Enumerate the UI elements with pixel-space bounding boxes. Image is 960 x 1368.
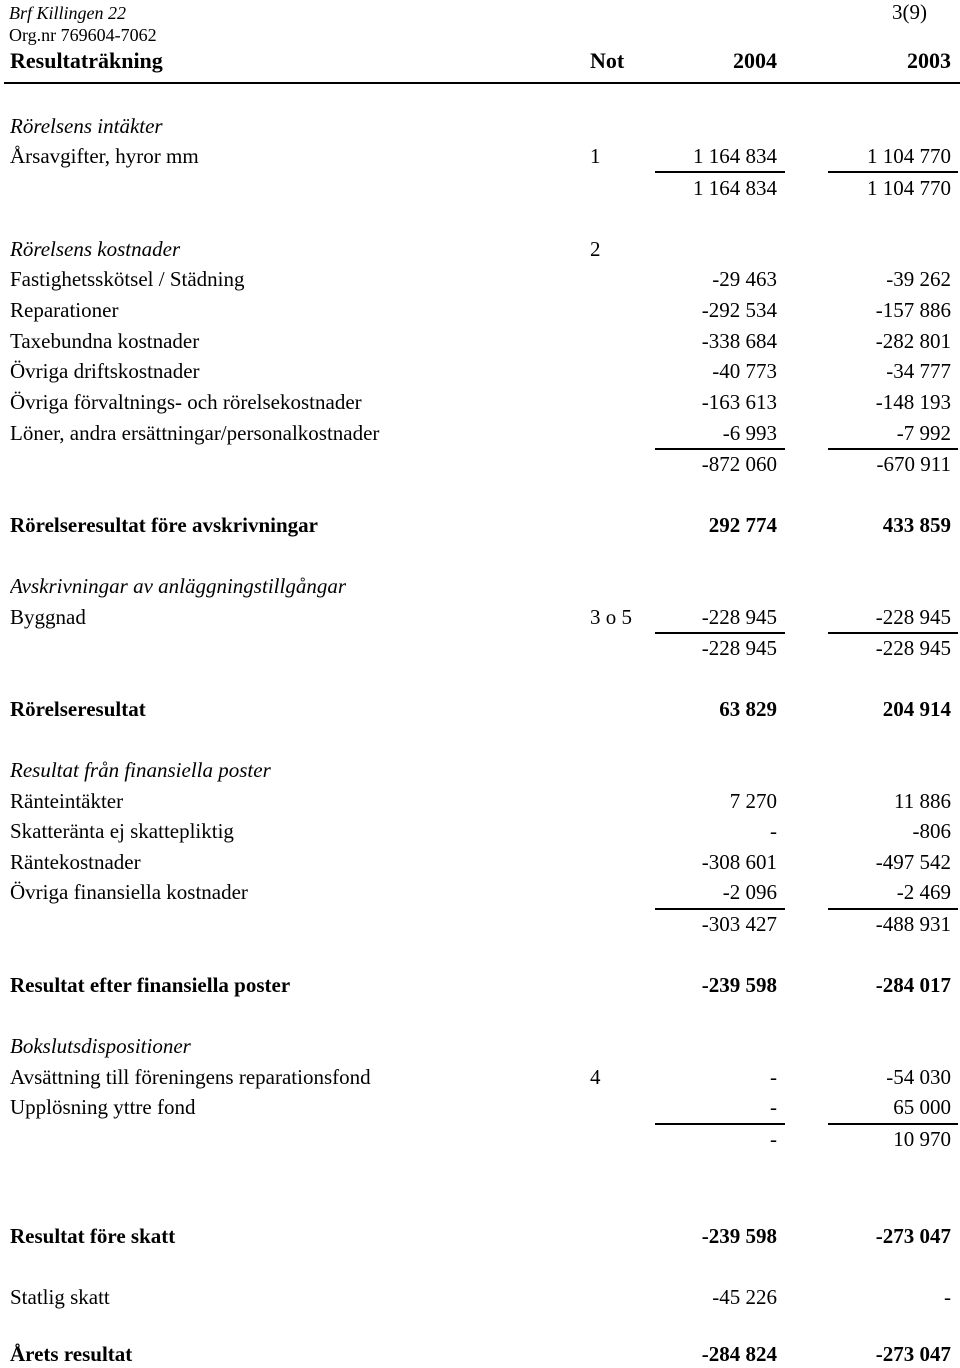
annual-result-label: Årets resultat bbox=[10, 1342, 133, 1366]
other-financial-costs-2004: -2 096 bbox=[722, 880, 777, 904]
interest-income-2004: 7 270 bbox=[729, 789, 777, 813]
operating-costs-heading: Rörelsens kostnader bbox=[10, 237, 181, 261]
interest-income-2003: 11 886 bbox=[894, 789, 951, 813]
other-financial-costs-row bbox=[0, 878, 960, 906]
operating-result-2004: 63 829 bbox=[719, 697, 777, 721]
result-after-financial-2004: -239 598 bbox=[701, 973, 777, 997]
state-tax-label: Statlig skatt bbox=[10, 1285, 110, 1309]
depreciation-subtotal-2004: -228 945 bbox=[701, 636, 777, 660]
external-fund-release-2003: 65 000 bbox=[893, 1095, 951, 1119]
repairs-2003: -157 886 bbox=[875, 298, 951, 322]
state-tax-2004: -45 226 bbox=[712, 1285, 777, 1309]
operating-costs-subtotal-row bbox=[0, 450, 960, 478]
external-fund-release-label: Upplösning yttre fond bbox=[10, 1095, 196, 1119]
building-depreciation-2003: -228 945 bbox=[875, 605, 951, 629]
appropriations-heading: Bokslutsdispositioner bbox=[10, 1034, 191, 1058]
financial-items-heading-row bbox=[0, 756, 960, 784]
other-financial-costs-label: Övriga finansiella kostnader bbox=[10, 880, 248, 904]
result-after-financial-row bbox=[0, 971, 960, 999]
tariff-costs-2003: -282 801 bbox=[875, 329, 951, 353]
tax-interest-2004: - bbox=[770, 819, 777, 843]
other-operating-costs-2004: -40 773 bbox=[712, 359, 777, 383]
result-after-financial-2003: -284 017 bbox=[875, 973, 951, 997]
appropriations-subtotal-row bbox=[0, 1125, 960, 1153]
property-care-2003: -39 262 bbox=[886, 267, 951, 291]
other-operating-costs-row bbox=[0, 357, 960, 385]
annual-fees-note: 1 bbox=[590, 144, 601, 168]
financial-items-subtotal-row bbox=[0, 910, 960, 938]
depreciation-heading: Avskrivningar av anläggningstillgångar bbox=[10, 574, 346, 598]
interest-income-row bbox=[0, 787, 960, 815]
other-admin-costs-label: Övriga förvaltnings- och rörelsekostnader bbox=[10, 390, 362, 414]
financial-items-subtotal-2003: -488 931 bbox=[875, 912, 951, 936]
organization-number: Org.nr 769604-7062 bbox=[9, 25, 157, 45]
operating-income-heading-row bbox=[0, 112, 960, 140]
external-fund-release-row bbox=[0, 1093, 960, 1121]
depreciation-subtotal-2003: -228 945 bbox=[875, 636, 951, 660]
property-care-label: Fastighetsskötsel / Städning bbox=[10, 267, 245, 291]
year-2004-column-header: 2004 bbox=[733, 48, 777, 73]
building-depreciation-note: 3 o 5 bbox=[590, 605, 632, 629]
annual-fees-2003: 1 104 770 bbox=[867, 144, 951, 168]
salaries-2004: -6 993 bbox=[722, 421, 777, 445]
result-before-depreciation-2004: 292 774 bbox=[708, 513, 777, 537]
other-admin-costs-2004: -163 613 bbox=[701, 390, 777, 414]
annual-result-row bbox=[0, 1340, 960, 1368]
interest-costs-label: Räntekostnader bbox=[10, 850, 141, 874]
property-care-2004: -29 463 bbox=[712, 267, 777, 291]
property-care-row bbox=[0, 265, 960, 293]
annual-result-2004: -284 824 bbox=[701, 1342, 777, 1366]
external-fund-release-2004: - bbox=[770, 1095, 777, 1119]
building-depreciation-2004: -228 945 bbox=[701, 605, 777, 629]
year-2003-column-header: 2003 bbox=[907, 48, 951, 73]
tax-interest-label: Skatteränta ej skattepliktig bbox=[10, 819, 234, 843]
annual-fees-row bbox=[0, 142, 960, 170]
repair-fund-provision-note: 4 bbox=[590, 1065, 601, 1089]
note-column-header: Not bbox=[590, 48, 625, 73]
organization-name: Brf Killingen 22 bbox=[9, 3, 126, 23]
depreciation-subtotal-row bbox=[0, 634, 960, 662]
statement-header-row bbox=[0, 47, 960, 75]
operating-costs-note: 2 bbox=[590, 237, 601, 261]
annual-fees-label: Årsavgifter, hyror mm bbox=[10, 144, 199, 168]
repairs-label: Reparationer bbox=[10, 298, 119, 322]
other-operating-costs-label: Övriga driftskostnader bbox=[10, 359, 200, 383]
result-before-depreciation-label: Rörelseresultat före avskrivningar bbox=[10, 513, 318, 537]
salaries-row bbox=[0, 419, 960, 447]
header-divider bbox=[4, 82, 960, 84]
result-before-tax-row bbox=[0, 1222, 960, 1250]
result-before-tax-label: Resultat före skatt bbox=[10, 1224, 176, 1248]
operating-income-subtotal-2003: 1 104 770 bbox=[867, 176, 951, 200]
operating-income-heading: Rörelsens intäkter bbox=[10, 114, 163, 138]
tax-interest-row bbox=[0, 817, 960, 845]
repairs-row bbox=[0, 296, 960, 324]
financial-items-heading: Resultat från finansiella poster bbox=[10, 758, 271, 782]
result-before-depreciation-2003: 433 859 bbox=[882, 513, 951, 537]
tariff-costs-label: Taxebundna kostnader bbox=[10, 329, 200, 353]
operating-result-label: Rörelseresultat bbox=[10, 697, 146, 721]
other-admin-costs-row bbox=[0, 388, 960, 416]
tariff-costs-row bbox=[0, 327, 960, 355]
operating-income-subtotal-row bbox=[0, 174, 960, 202]
interest-costs-row bbox=[0, 848, 960, 876]
result-before-tax-2003: -273 047 bbox=[875, 1224, 951, 1248]
state-tax-row bbox=[0, 1283, 960, 1311]
appropriations-heading-row bbox=[0, 1032, 960, 1060]
operating-income-subtotal-2004: 1 164 834 bbox=[693, 176, 777, 200]
building-depreciation-row bbox=[0, 603, 960, 631]
appropriations-subtotal-2003: 10 970 bbox=[893, 1127, 951, 1151]
tax-interest-2003: -806 bbox=[912, 819, 951, 843]
building-depreciation-label: Byggnad bbox=[10, 605, 86, 629]
financial-items-subtotal-2004: -303 427 bbox=[701, 912, 777, 936]
appropriations-subtotal-2004: - bbox=[770, 1127, 777, 1151]
result-before-depreciation-row bbox=[0, 511, 960, 539]
operating-costs-heading-row bbox=[0, 235, 960, 263]
operating-result-row bbox=[0, 695, 960, 723]
result-after-financial-label: Resultat efter finansiella poster bbox=[10, 973, 291, 997]
operating-result-2003: 204 914 bbox=[882, 697, 951, 721]
repairs-2004: -292 534 bbox=[701, 298, 777, 322]
other-admin-costs-2003: -148 193 bbox=[875, 390, 951, 414]
operating-costs-subtotal-2003: -670 911 bbox=[876, 452, 951, 476]
salaries-label: Löner, andra ersättningar/personalkostnader bbox=[10, 421, 380, 445]
interest-income-label: Ränteintäkter bbox=[10, 789, 124, 813]
depreciation-heading-row bbox=[0, 572, 960, 600]
repair-fund-provision-row bbox=[0, 1063, 960, 1091]
annual-fees-2004: 1 164 834 bbox=[693, 144, 777, 168]
interest-costs-2004: -308 601 bbox=[701, 850, 777, 874]
interest-costs-2003: -497 542 bbox=[875, 850, 951, 874]
repair-fund-provision-2004: - bbox=[770, 1065, 777, 1089]
operating-income-rule-2004 bbox=[655, 171, 785, 173]
salaries-2003: -7 992 bbox=[896, 421, 951, 445]
operating-income-rule-2003 bbox=[828, 171, 958, 173]
other-operating-costs-2003: -34 777 bbox=[886, 359, 951, 383]
repair-fund-provision-2003: -54 030 bbox=[886, 1065, 951, 1089]
page-number: 3(9) bbox=[892, 0, 927, 24]
repair-fund-provision-label: Avsättning till föreningens reparationsfond bbox=[10, 1065, 371, 1089]
state-tax-2003: - bbox=[944, 1285, 951, 1309]
tariff-costs-2004: -338 684 bbox=[701, 329, 777, 353]
annual-result-2003: -273 047 bbox=[875, 1342, 951, 1366]
statement-title: Resultaträkning bbox=[10, 48, 163, 73]
other-financial-costs-2003: -2 469 bbox=[896, 880, 951, 904]
result-before-tax-2004: -239 598 bbox=[701, 1224, 777, 1248]
operating-costs-subtotal-2004: -872 060 bbox=[701, 452, 777, 476]
